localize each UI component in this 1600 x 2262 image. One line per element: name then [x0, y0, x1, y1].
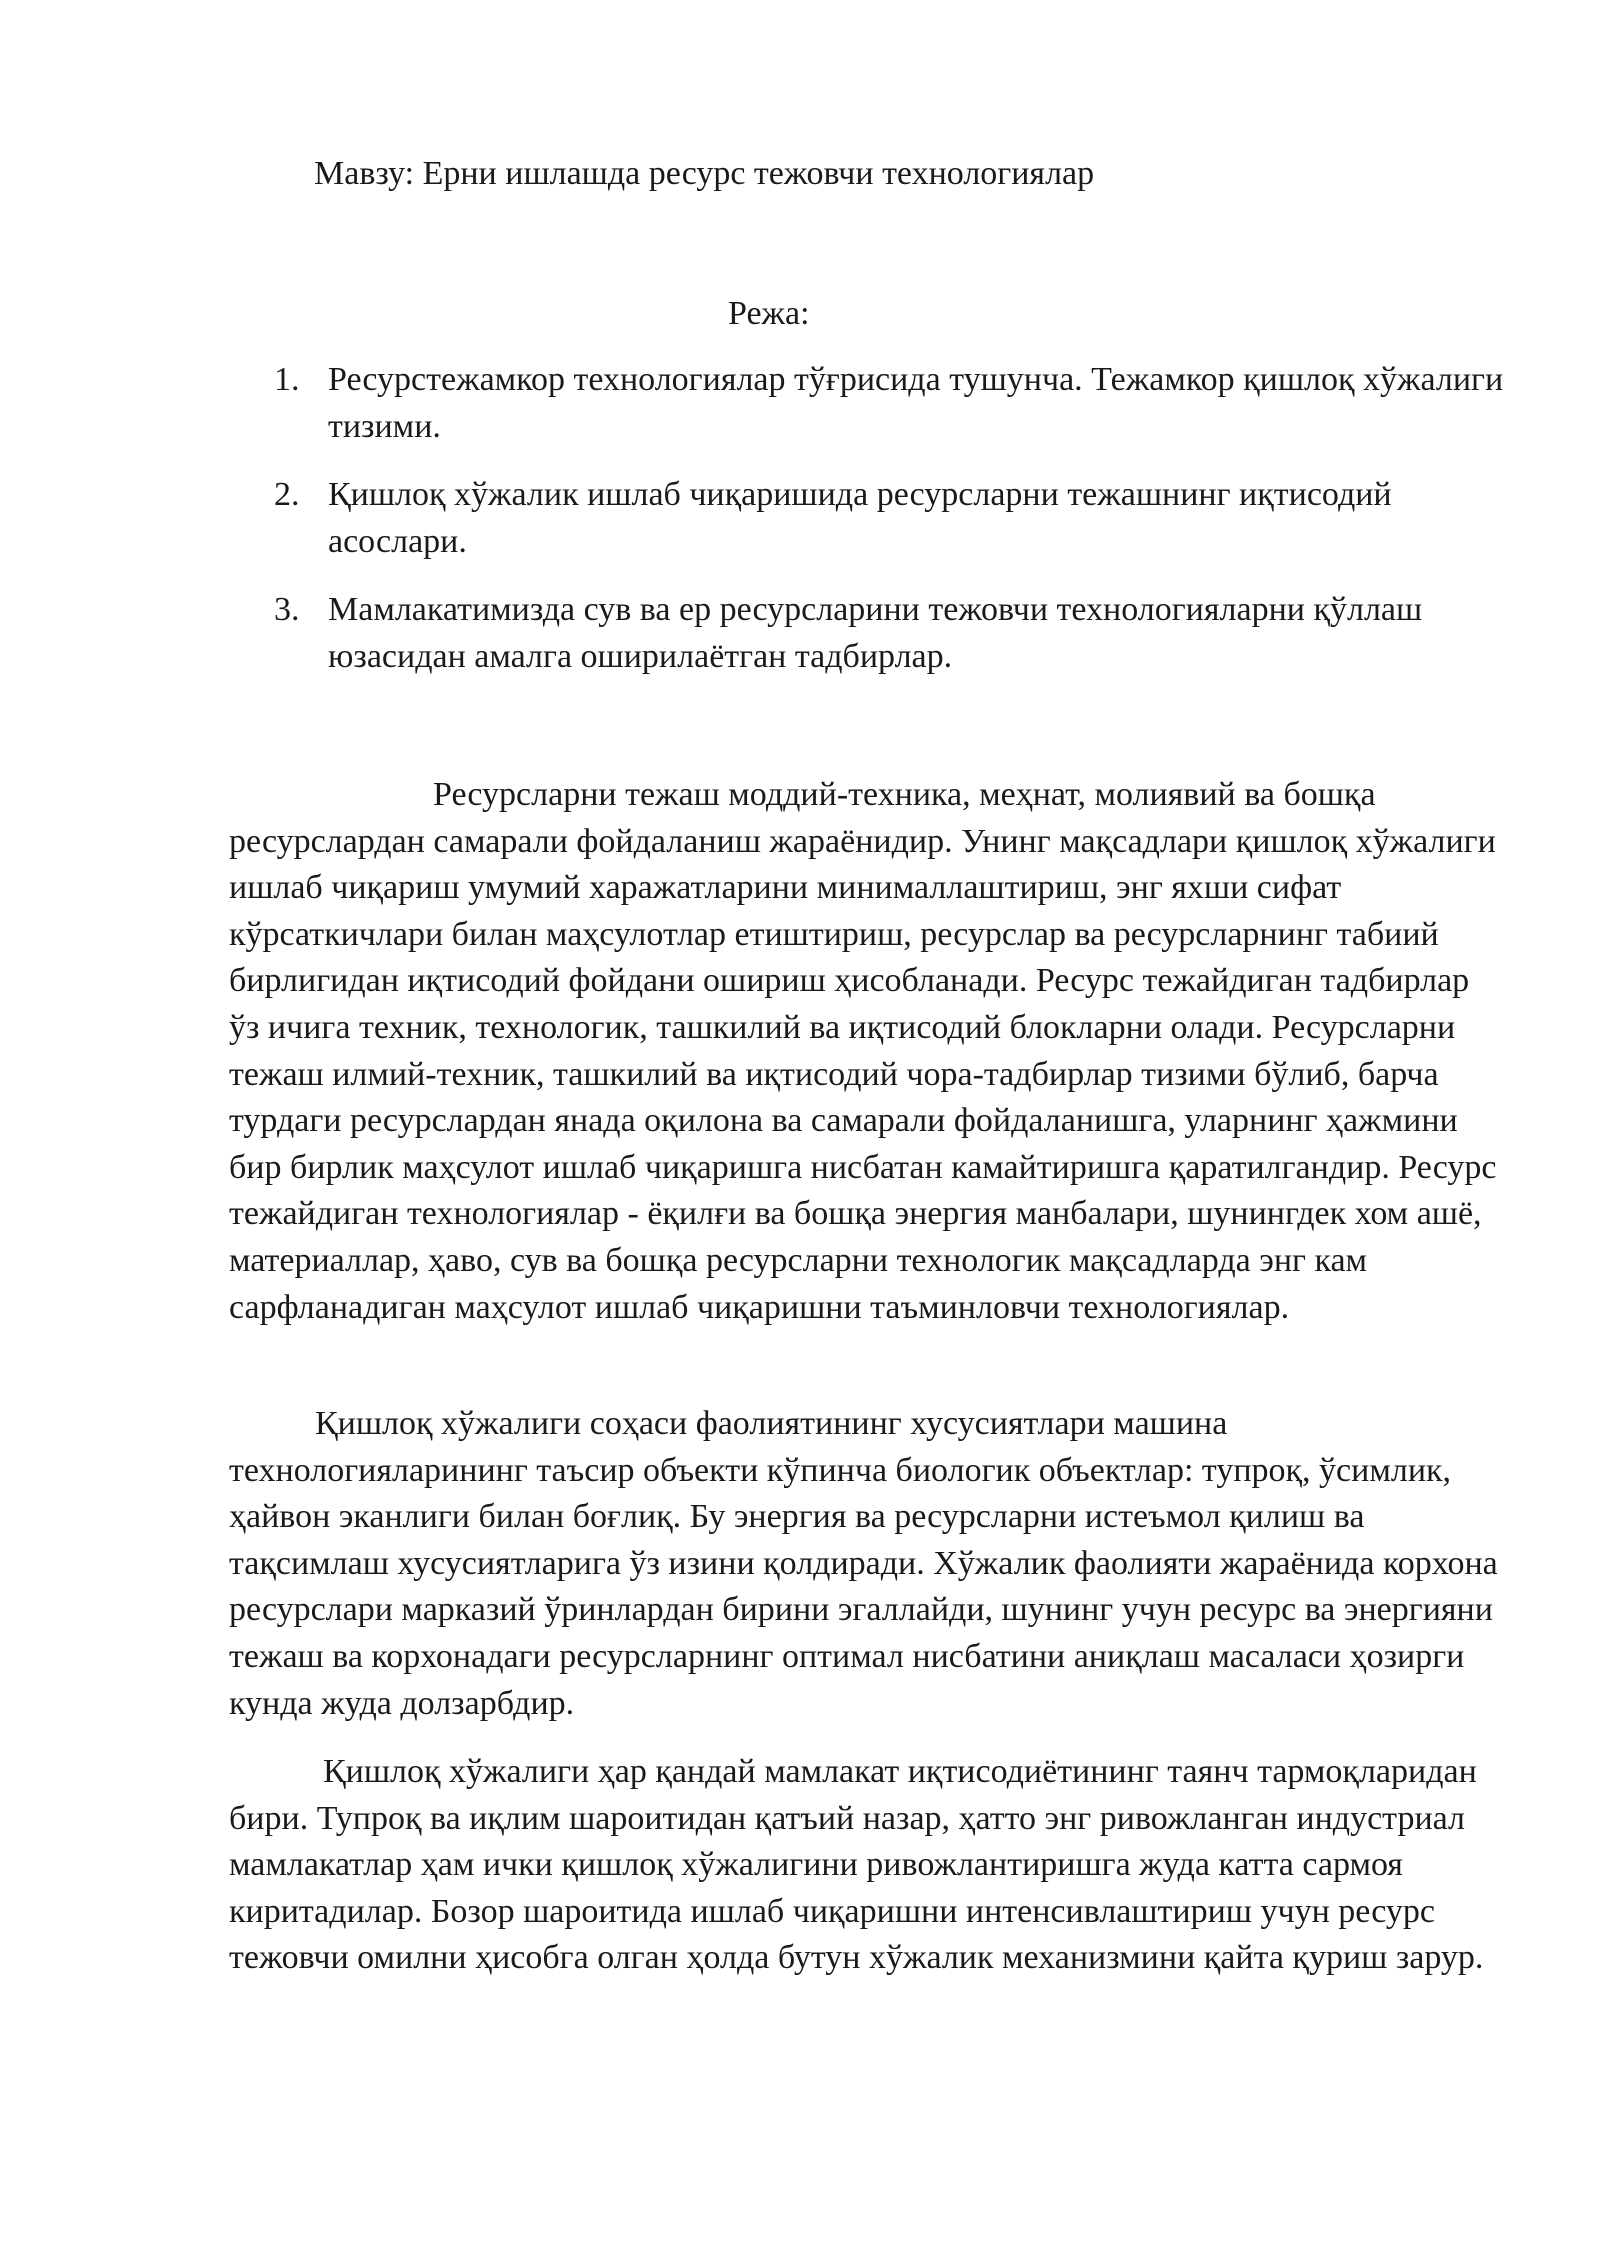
plan-item-2 [274, 471, 1504, 565]
paragraph-3: Қишлоқ хўжалиги ҳар қандай мамлакат иқтисодиётининг таянч тармоқларидан бири. Тупроқ ва иқлим шароитидан қатъий назар, ҳатто энг ривожланган индустриал мамлакатлар ҳам ички қишлоқ хўжалигини ривожлантиришга жуда катта сармоя киритадилар. Бозор шароитида ишлаб чиқаришни интенсивлаштириш учун ресурс тежовчи омилни ҳисобга олган ҳолда бутун хўжалик механизмини қайта қуриш зарур. [229, 1753, 1484, 1977]
plan-item-text: Қишлоқ хўжалик ишлаб чиқаришида ресурсларни тежашнинг иқтисодий асослари. [328, 476, 1392, 560]
plan-item-3 [274, 586, 1504, 680]
plan-item-number: 2. [274, 476, 300, 513]
plan-item-number: 1. [274, 361, 300, 398]
plan-item-text: Ресурстежамкор технологиялар тўғрисида тушунча. Тежамкор қишлоқ хўжалиги тизими. [328, 361, 1504, 445]
plan-list [274, 356, 1504, 701]
document-topic: Мавзу: Ерни ишлашда ресурс тежовчи технологиялар [314, 155, 1095, 192]
paragraph-2: Қишлоқ хўжалиги соҳаси фаолиятининг хусусиятлари машина технологияларининг таъсир объекти кўпинча биологик объектлар: тупроқ, ўсимлик, ҳайвон эканлиги билан боғлиқ. Бу энергия ва ресурсларни истеъмол қилиш ва тақсимлаш хусусиятларига ўз изини қолдиради. Хўжалик фаолияти жараёнида корхона ресурслари марказий ўринлардан бирини эгаллайди, шунинг учун ресурс ва энергияни тежаш ва корхонадаги ресурсларнинг оптимал нисбатини аниқлаш масаласи ҳозирги кунда жуда долзарбдир. [229, 1405, 1498, 1722]
plan-item-1 [274, 356, 1504, 450]
plan-item-number: 3. [274, 591, 300, 628]
plan-item-text: Мамлакатимизда сув ва ер ресурсларини тежовчи технологияларни қўллаш юзасидан амалга оширилаётган тадбирлар. [328, 591, 1423, 675]
plan-heading: Режа: [728, 295, 810, 332]
paragraph-1: Ресурсларни тежаш моддий-техника, меҳнат, молиявий ва бошқа ресурслардан самарали фойдаланиш жараёнидир. Унинг мақсадлари қишлоқ хўжалиги ишлаб чиқариш умумий харажатларини минималлаштириш, энг яхши сифат кўрсаткичлари билан маҳсулотлар етиштириш, ресурслар ва ресурсларнинг табиий бирлигидан иқтисодий фойдани ошириш ҳисобланади. Ресурс тежайдиган тадбирлар ўз ичига техник, технологик, ташкилий ва иқтисодий блокларни олади. Ресурсларни тежаш илмий-техник, ташкилий ва иқтисодий чора-тадбирлар тизими бўлиб, барча турдаги ресурслардан янада оқилона ва самарали фойдаланишга, уларнинг ҳажмини бир бирлик маҳсулот ишлаб чиқаришга нисбатан камайтиришга қаратилгандир. Ресурс тежайдиган технологиялар - ёқилғи ва бошқа энергия манбалари, шунингдек хом ашё, материаллар, ҳаво, сув ва бошқа ресурсларни технологик мақсадларда энг кам сарфланадиган маҳсулот ишлаб чиқаришни таъминловчи технологиялар. [229, 776, 1497, 1326]
